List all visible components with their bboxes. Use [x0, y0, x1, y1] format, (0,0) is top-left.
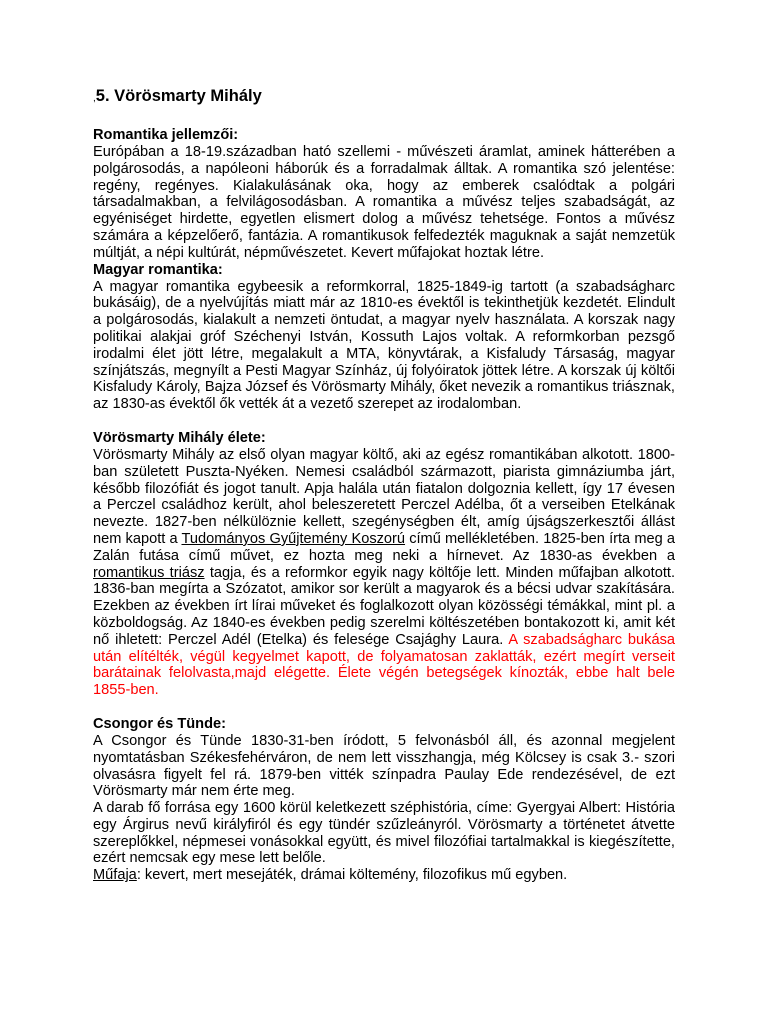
- paragraph-csongor-2: A darab fő forrása egy 1600 körül keletkezett széphistória, címe: Gyergyai Albert: História egy Árgirus nevű királyfiról és egy tündér szűzleányról. Vörösmarty a történetet átvette szereplőkkel, népmesei vonásokkal együtt, és mivel filozófiai tartalmakkal is kiegészítette, ezért nemcsak egy mese lett belőle.: [93, 800, 675, 867]
- heading-magyar-romantika: Magyar romantika:: [93, 261, 223, 278]
- paragraph-romantika: Európában a 18-19.században ható szellemi - művészeti áramlat, aminek hátterében a polgárosodás, a napóleoni háborúk és a forradalmak álltak. A romantika szó jelentése: regény, regényes. Kialakulásának oka, hogy az emberek csalódtak a polgári társadalmakban, a felvilágosodásban. A romantika a művész teljes szabadságát, az egyéniséget hirdette, egyetlen elismert dolog a művész tehetsége. Fontos a művész számára a képzelőerő, fantázia. A romantikusok felfedezték maguknak a saját nemzetük múltját, a népi kultúrát, népművészetet. Kevert műfajokat hoztak létre.: [93, 144, 675, 261]
- mufaja-text: : kevert, mert mesejáték, drámai költemény, filozofikus mű egyben.: [136, 867, 568, 884]
- document-title: [93, 86, 675, 109]
- paragraph-elete: [93, 447, 675, 699]
- paragraph-csongor-1: A Csongor és Tünde 1830-31-ben íródott, 5 felvonásból áll, és azonnal megjelent nyomtatásban Székesfehérváron, de nem lett visszhangja, még Kölcsey is csak 3.- szori olvasásra figyelt fel rá. 1879-ben vitték színpadra Paulay Ede rendezésével, de ezt Vörösmarty már nem érte meg.: [93, 732, 675, 800]
- link-romantikus-triasz[interactable]: romantikus triász: [93, 564, 205, 581]
- elete-text-c: tagja, és a reformkor egyik nagy költője lett. Minden műfajban alkotott. 1836-ban megírta a Szózatot, amikor sor került a magyarok és a bécsi udvar szakítására. Ezekben az években írt lírai műveket és foglalkozott olyan közösségi témákkal, mint pl. a közboldogság. Az 1840-es években pedig szerelmi költészetében bontakozott ki, amit két nő ihletett: Perczel Adél (Etelka) és felesége Csajághy Laura.: [93, 564, 675, 648]
- elete-text-b: című mellékletében. 1825-ben írta meg a Zalán futása című művet, ez hozta meg neki a hírnevet. Az 1830-as években a: [93, 530, 675, 564]
- elete-text-a: Vörösmarty Mihály az első olyan magyar költő, aki az egész romantikában alkotott. 1800-ban született Puszta-Nyéken. Nemesi családból származott, piarista gimnáziumba járt, később filozófiát és jogot tanult. Apja halála után fiatalon dolgoznia kellett, így 17 évesen a Perczel családhoz került, ahol beleszeretett Perczel Adélba, őt a verseiben Etelkának nevezte. 1827-ben nélkülöznie kellett, szegénységben élt, amíg újságszerkesztői állást nem kapott a: [93, 446, 675, 547]
- heading-romantika: Romantika jellemzői:: [93, 127, 239, 143]
- title-text: 5. Vörösmarty Mihály: [95, 87, 262, 105]
- mufaja-label: Műfaja: [93, 867, 137, 884]
- paragraph-magyar-romantika: A magyar romantika egybeesik a reformkorral, 1825-1849-ig tartott (a szabadságharc bukásáig), de a nyelvújítás miatt már az 1810-es évektől is tekinthetjük kezdetét. Elindult a polgárosodás, kialakult a nemzeti öntudat, a magyar nyelv használata. A korszak nagy politikai alakjai gróf Széchenyi István, Kossuth Lajos voltak. A reformkorban pezsgő irodalmi élet jött létre, megalakult a MTA, könyvtárak, a Kisfaludy Társaság, magyar színjátszás, megnyílt a Pesti Magyar Színház, új folyóiratok jöttek létre. A korszak új költői Kisfaludy Károly, Bajza József és Vörösmarty Mihály, őket nevezik a romantikus triásznak, az 1830-as évektől ők vették át a vezető szerepet az irodalomban.: [93, 278, 675, 413]
- paragraph-mufaja: [93, 867, 675, 884]
- title-mark: ,: [93, 93, 96, 104]
- link-koszoru[interactable]: Tudományos Gyűjtemény Koszorú: [181, 530, 406, 547]
- heading-csongor: Csongor és Tünde:: [93, 715, 226, 732]
- elete-text-red: A szabadságharc bukása után elítélték, végül kegyelmet kapott, de folyamatosan zaklatták, ezért megírt verseit barátainak felolvasta,majd elégette. Élete végén betegségek kínozták, ebbe halt bele 1855-ben.: [93, 631, 675, 699]
- heading-elete: Vörösmarty Mihály élete:: [93, 429, 266, 446]
